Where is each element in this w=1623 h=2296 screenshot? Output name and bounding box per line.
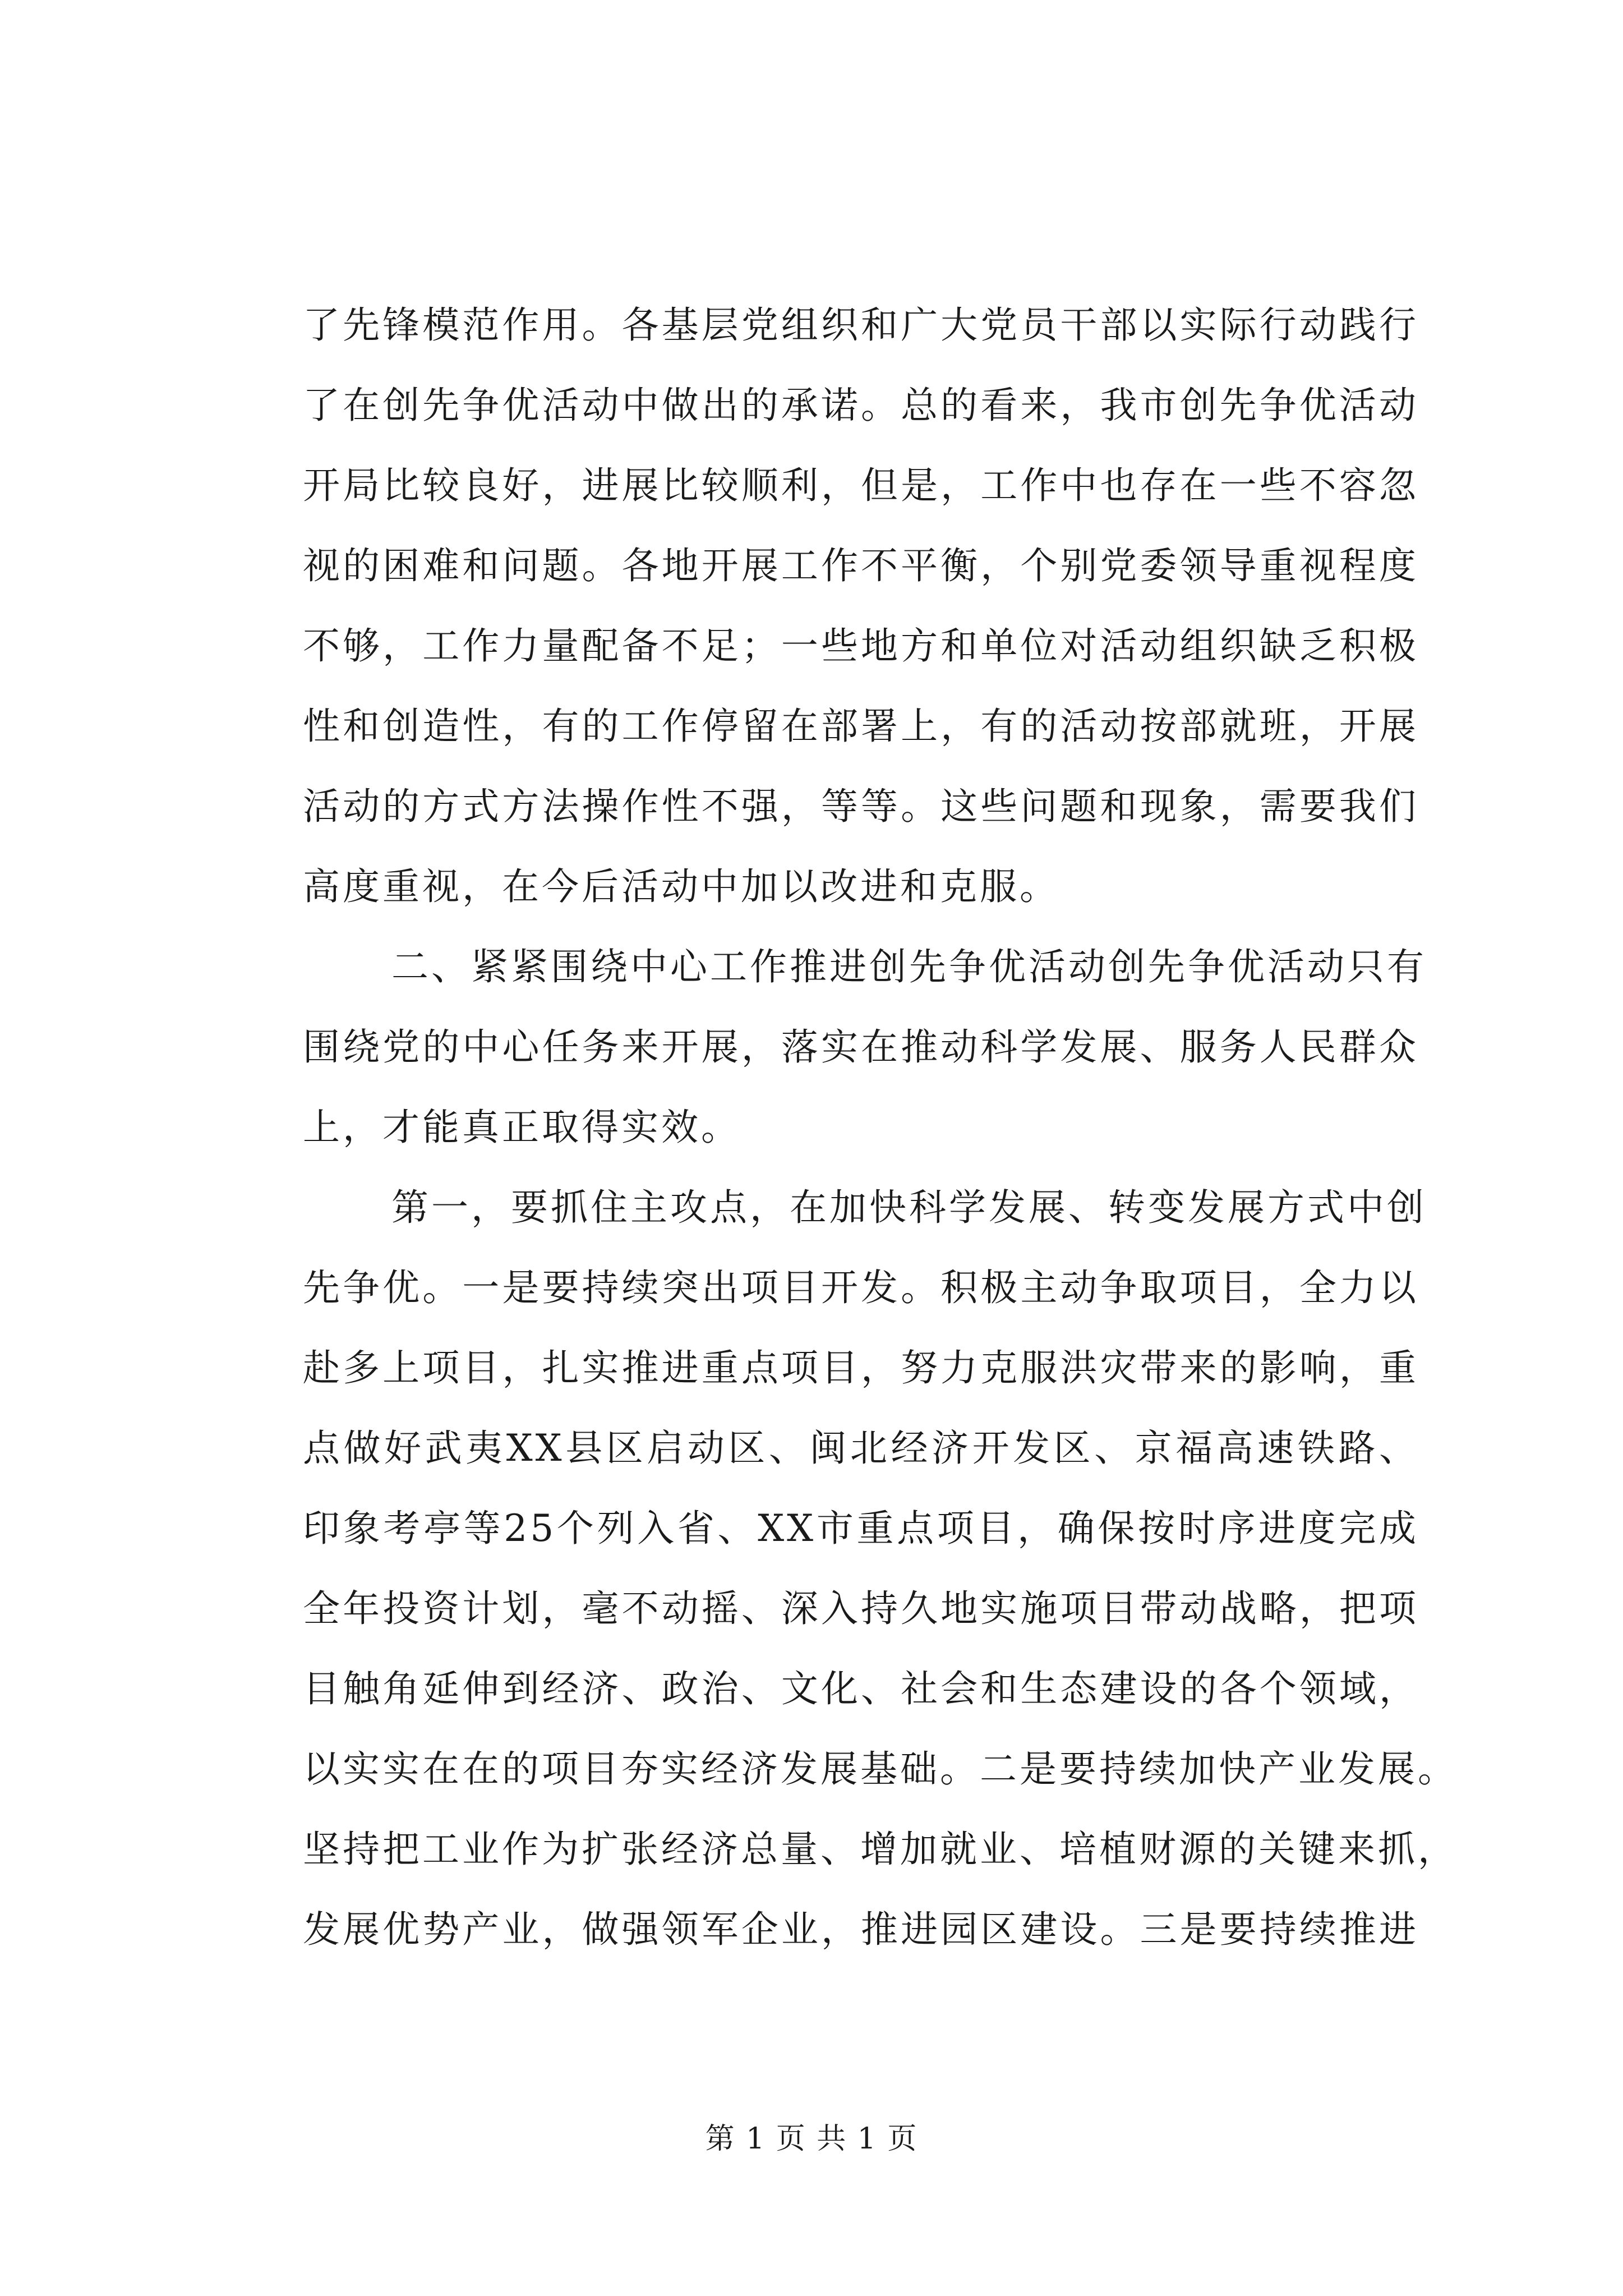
text-line: 坚持把工业作为扩张经济总量、增加就业、培植财源的关键来抓，	[303, 1828, 1458, 1871]
page-number-footer: 第 1 页 共 1 页	[705, 2122, 918, 2156]
text-line: 了先锋模范作用。各基层党组织和广大党员干部以实际行动践行	[303, 303, 1419, 347]
text-line: 以实实在在的项目夯实经济发展基础。二是要持续加快产业发展。	[303, 1747, 1458, 1791]
text-line: 第一，要抓住主攻点，在加快科学发展、转变发展方式中创	[391, 1186, 1427, 1229]
text-line: 上，才能真正取得实效。	[303, 1106, 741, 1149]
text-line: 不够，工作力量配备不足；一些地方和单位对活动组织缺乏积极	[303, 624, 1419, 668]
text-line: 点做好武夷XX县区启动区、闽北经济开发区、京福高速铁路、	[303, 1427, 1419, 1470]
text-line: 活动的方式方法操作性不强，等等。这些问题和现象，需要我们	[303, 785, 1419, 828]
text-line: 开局比较良好，进展比较顺利，但是，工作中也存在一些不容忽	[303, 464, 1419, 507]
document-body	[303, 285, 1458, 1970]
text-line: 印象考亭等25个列入省、XX市重点项目，确保按时序进度完成	[303, 1507, 1419, 1550]
text-line: 全年投资计划，毫不动摇、深入持久地实施项目带动战略，把项	[303, 1587, 1419, 1630]
section-heading-line: 二、紧紧围绕中心工作推进创先争优活动创先争优活动只有	[391, 945, 1427, 988]
text-line: 视的困难和问题。各地开展工作不平衡，个别党委领导重视程度	[303, 544, 1419, 587]
text-line: 性和创造性，有的工作停留在部署上，有的活动按部就班，开展	[303, 705, 1419, 748]
text-line: 赴多上项目，扎实推进重点项目，努力克服洪灾带来的影响，重	[303, 1346, 1419, 1389]
text-line: 先争优。一是要持续突出项目开发。积极主动争取项目，全力以	[303, 1266, 1419, 1309]
text-line: 目触角延伸到经济、政治、文化、社会和生态建设的各个领域，	[303, 1667, 1419, 1710]
text-line: 了在创先争优活动中做出的承诺。总的看来，我市创先争优活动	[303, 384, 1419, 427]
text-line: 围绕党的中心任务来开展，落实在推动科学发展、服务人民群众	[303, 1025, 1419, 1069]
text-line: 发展优势产业，做强领军企业，推进园区建设。三是要持续推进	[303, 1908, 1419, 1951]
text-line: 高度重视，在今后活动中加以改进和克服。	[303, 865, 1059, 908]
